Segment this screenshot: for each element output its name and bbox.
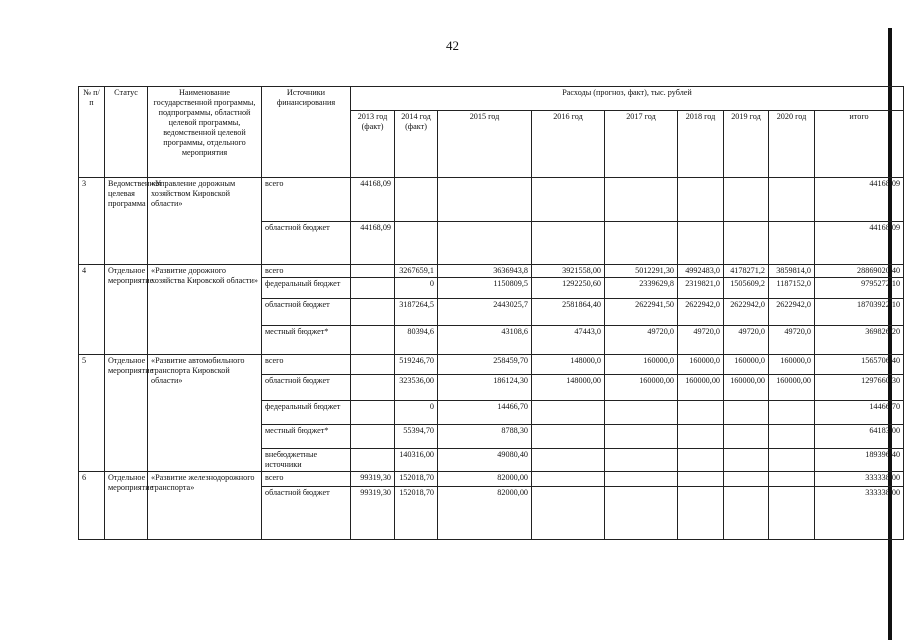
value-cell: 3921558,00 (532, 265, 605, 278)
budget-table (78, 86, 904, 540)
value-cell: 160000,0 (769, 355, 815, 375)
value-cell (724, 222, 769, 265)
funding-source: областной бюджет (262, 487, 351, 540)
value-cell: 47443,0 (532, 326, 605, 355)
funding-source: всего (262, 355, 351, 375)
value-cell (351, 401, 395, 425)
value-cell: 8788,30 (438, 425, 532, 449)
value-cell: 2319821,0 (678, 278, 724, 299)
total-cell: 44168,09 (815, 222, 904, 265)
value-cell (532, 425, 605, 449)
value-cell: 152018,70 (395, 487, 438, 540)
funding-source: областной бюджет (262, 222, 351, 265)
value-cell: 160000,00 (724, 375, 769, 401)
value-cell: 1150809,5 (438, 278, 532, 299)
table-row (79, 265, 904, 278)
value-cell: 160000,00 (605, 375, 678, 401)
value-cell (769, 178, 815, 222)
value-cell (532, 449, 605, 472)
value-cell: 1505609,2 (724, 278, 769, 299)
group-status: Отдельное мероприятие (105, 355, 148, 472)
value-cell (532, 487, 605, 540)
value-cell (678, 178, 724, 222)
value-cell (605, 178, 678, 222)
funding-source: областной бюджет (262, 299, 351, 326)
total-cell: 28869020,40 (815, 265, 904, 278)
value-cell: 160000,00 (678, 375, 724, 401)
value-cell: 14466,70 (438, 401, 532, 425)
total-cell: 14466,70 (815, 401, 904, 425)
value-cell: 2622942,0 (678, 299, 724, 326)
value-cell: 519246,70 (395, 355, 438, 375)
value-cell (351, 425, 395, 449)
funding-source: областной бюджет (262, 375, 351, 401)
total-cell: 333338,00 (815, 472, 904, 487)
value-cell: 186124,30 (438, 375, 532, 401)
value-cell: 82000,00 (438, 472, 532, 487)
value-cell (678, 222, 724, 265)
value-cell (532, 222, 605, 265)
header-year-2015: 2015 год (438, 111, 532, 178)
value-cell (769, 449, 815, 472)
value-cell: 43108,6 (438, 326, 532, 355)
value-cell: 0 (395, 401, 438, 425)
total-cell: 1565706,40 (815, 355, 904, 375)
value-cell (438, 178, 532, 222)
value-cell: 49720,0 (769, 326, 815, 355)
value-cell (769, 222, 815, 265)
value-cell (724, 425, 769, 449)
value-cell: 82000,00 (438, 487, 532, 540)
value-cell (678, 487, 724, 540)
value-cell: 2581864,40 (532, 299, 605, 326)
header-num: № п/п (79, 87, 105, 178)
value-cell (532, 178, 605, 222)
value-cell: 3859814,0 (769, 265, 815, 278)
value-cell (395, 222, 438, 265)
header-year-2019: 2019 год (724, 111, 769, 178)
funding-source: местный бюджет* (262, 425, 351, 449)
group-name: «Управление дорожным хозяйством Кировской области» (148, 178, 262, 265)
value-cell: 44168,09 (351, 178, 395, 222)
header-year-2013: 2013 год (факт) (351, 111, 395, 178)
value-cell: 0 (395, 278, 438, 299)
total-cell: 44168,09 (815, 178, 904, 222)
total-cell: 9795272,10 (815, 278, 904, 299)
value-cell: 2622941,50 (605, 299, 678, 326)
value-cell: 148000,00 (532, 375, 605, 401)
group-status: Отдельное мероприятие (105, 472, 148, 540)
value-cell: 3636943,8 (438, 265, 532, 278)
header-year-2020: 2020 год (769, 111, 815, 178)
value-cell (605, 449, 678, 472)
value-cell (605, 487, 678, 540)
value-cell (678, 472, 724, 487)
value-cell: 49720,0 (678, 326, 724, 355)
group-name: «Развитие автомобильного транспорта Кировской области» (148, 355, 262, 472)
value-cell (769, 472, 815, 487)
value-cell (605, 425, 678, 449)
value-cell: 160000,00 (769, 375, 815, 401)
funding-source: внебюджетные источники (262, 449, 351, 472)
value-cell (605, 401, 678, 425)
value-cell (351, 265, 395, 278)
value-cell: 152018,70 (395, 472, 438, 487)
header-expenses: Расходы (прогноз, факт), тыс. рублей (351, 87, 904, 111)
value-cell (532, 401, 605, 425)
funding-source: федеральный бюджет (262, 278, 351, 299)
value-cell (395, 178, 438, 222)
total-cell: 333338,00 (815, 487, 904, 540)
value-cell (724, 449, 769, 472)
header-year-2016: 2016 год (532, 111, 605, 178)
group-num: 5 (79, 355, 105, 472)
group-num: 4 (79, 265, 105, 355)
funding-source: всего (262, 472, 351, 487)
group-num: 3 (79, 178, 105, 265)
value-cell (724, 401, 769, 425)
group-name: «Развитие железнодорожного транспорта» (148, 472, 262, 540)
value-cell (351, 278, 395, 299)
value-cell (351, 355, 395, 375)
value-cell: 49720,0 (605, 326, 678, 355)
value-cell (678, 401, 724, 425)
value-cell (605, 472, 678, 487)
value-cell: 80394,6 (395, 326, 438, 355)
total-cell: 18703922,10 (815, 299, 904, 326)
group-num: 6 (79, 472, 105, 540)
value-cell (351, 299, 395, 326)
value-cell: 4178271,2 (724, 265, 769, 278)
value-cell (351, 449, 395, 472)
value-cell: 160000,0 (605, 355, 678, 375)
value-cell: 99319,30 (351, 487, 395, 540)
funding-source: местный бюджет* (262, 326, 351, 355)
value-cell: 4992483,0 (678, 265, 724, 278)
header-name: Наименование государственной программы, подпрограммы, областной целевой программы, ведомственной целевой программы, отдельного мероприятия (148, 87, 262, 178)
table-row (79, 355, 904, 375)
value-cell: 160000,0 (678, 355, 724, 375)
value-cell (724, 178, 769, 222)
value-cell: 44168,09 (351, 222, 395, 265)
header-sources: Источники финансирования (262, 87, 351, 178)
header-total: итого (815, 111, 904, 178)
value-cell: 49720,0 (724, 326, 769, 355)
value-cell: 3267659,1 (395, 265, 438, 278)
value-cell: 323536,00 (395, 375, 438, 401)
group-name: «Развитие дорожного хозяйства Кировской области» (148, 265, 262, 355)
value-cell (605, 222, 678, 265)
header-year-2017: 2017 год (605, 111, 678, 178)
value-cell (678, 425, 724, 449)
funding-source: всего (262, 265, 351, 278)
funding-source: всего (262, 178, 351, 222)
value-cell (351, 326, 395, 355)
value-cell: 49080,40 (438, 449, 532, 472)
value-cell (724, 472, 769, 487)
value-cell: 160000,0 (724, 355, 769, 375)
value-cell: 140316,00 (395, 449, 438, 472)
value-cell: 99319,30 (351, 472, 395, 487)
value-cell: 2622942,0 (724, 299, 769, 326)
value-cell: 1187152,0 (769, 278, 815, 299)
funding-source: федеральный бюджет (262, 401, 351, 425)
value-cell: 1292250,60 (532, 278, 605, 299)
group-status: Ведомственная целевая программа (105, 178, 148, 265)
table-row (79, 178, 904, 222)
value-cell: 2339629,8 (605, 278, 678, 299)
table-row (79, 472, 904, 487)
value-cell (678, 449, 724, 472)
value-cell: 148000,0 (532, 355, 605, 375)
value-cell: 258459,70 (438, 355, 532, 375)
header-year-2014: 2014 год (факт) (395, 111, 438, 178)
total-cell: 1297660,30 (815, 375, 904, 401)
value-cell (351, 375, 395, 401)
header-status: Статус (105, 87, 148, 178)
value-cell: 5012291,30 (605, 265, 678, 278)
value-cell (769, 401, 815, 425)
value-cell (438, 222, 532, 265)
value-cell (769, 425, 815, 449)
header-year-2018: 2018 год (678, 111, 724, 178)
header-row-top (79, 87, 904, 111)
total-cell: 64183,00 (815, 425, 904, 449)
value-cell (532, 472, 605, 487)
page-number: 42 (446, 38, 459, 53)
total-cell: 189396,40 (815, 449, 904, 472)
value-cell: 55394,70 (395, 425, 438, 449)
total-cell: 369826,20 (815, 326, 904, 355)
value-cell: 3187264,5 (395, 299, 438, 326)
value-cell: 2622942,0 (769, 299, 815, 326)
value-cell: 2443025,7 (438, 299, 532, 326)
value-cell (769, 487, 815, 540)
group-status: Отдельное мероприятие (105, 265, 148, 355)
value-cell (724, 487, 769, 540)
